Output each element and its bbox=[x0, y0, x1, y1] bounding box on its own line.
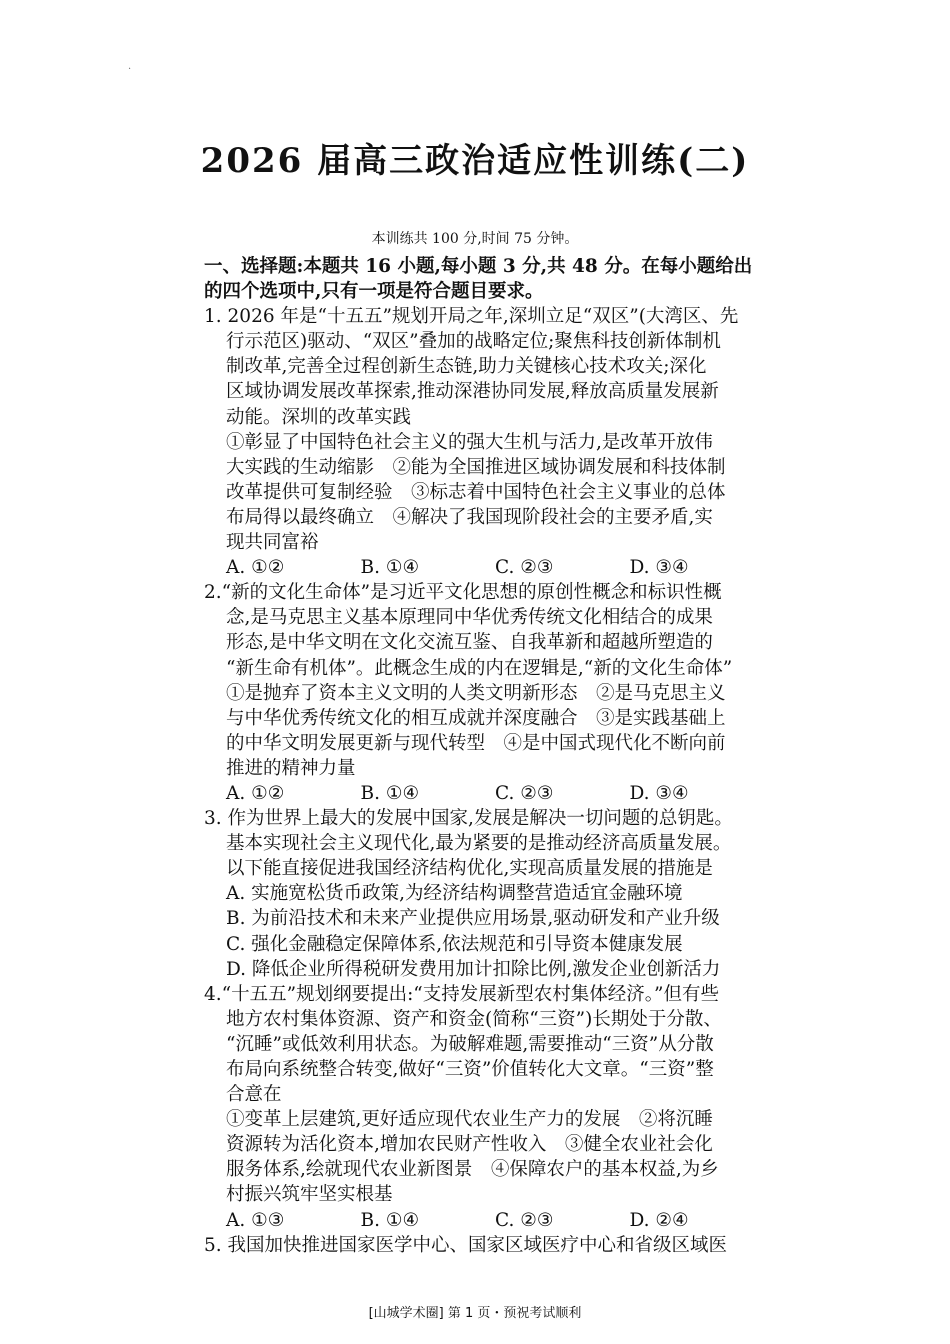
q4-item-line: 村振兴筑牢坚实根基 bbox=[226, 1184, 393, 1206]
question-content bbox=[204, 254, 764, 1258]
q1-item-line: ①彰显了中国特色社会主义的强大生机与活力,是改革开放伟 bbox=[226, 431, 713, 453]
q3-stem-line: 基本实现社会主义现代化,最为紧要的是推动经济高质量发展。 bbox=[226, 833, 732, 855]
q1-stem-line: 制改革,完善全过程创新生态链,助力关键核心技术攻关;深化 bbox=[226, 356, 707, 378]
q2-option-a: A. ①② bbox=[226, 782, 285, 804]
q4-stem-line: 合意在 bbox=[226, 1084, 282, 1106]
q2-option-c: C. ②③ bbox=[495, 782, 554, 804]
q1-option-a: A. ①② bbox=[226, 557, 285, 579]
q2-stem-line: 念,是马克思主义基本原理同中华优秀传统文化相结合的成果 bbox=[226, 607, 713, 629]
q2-option-b: B. ①④ bbox=[360, 782, 420, 804]
q4-options bbox=[226, 1208, 764, 1233]
q2-item-line: 推进的精神力量 bbox=[226, 757, 356, 779]
q2-item-line: 与中华优秀传统文化的相互成就并深度融合 ③是实践基础上 bbox=[226, 707, 726, 729]
section-heading-line-2: 的四个选项中,只有一项是符合题目要求。 bbox=[204, 281, 544, 303]
q5-stem-line: 5. 我国加快推进国家医学中心、国家区域医疗中心和省级区域医 bbox=[204, 1234, 728, 1256]
q4-item-line: 服务体系,绘就现代农业新图景 ④保障农户的基本权益,为乡 bbox=[226, 1159, 719, 1181]
q4-option-a: A. ①③ bbox=[226, 1209, 285, 1231]
q4-option-d: D. ②④ bbox=[629, 1209, 689, 1231]
exam-info: 本训练共 100 分,时间 75 分钟。 bbox=[371, 231, 579, 247]
q4-stem-line: “沉睡”或低效利用状态。为破解难题,需要推动“三资”从分散 bbox=[226, 1033, 714, 1055]
q3-option-c: C. 强化金融稳定保障体系,依法规范和引导资本健康发展 bbox=[226, 933, 683, 955]
q4-stem-line: 4.“十五五”规划纲要提出:“支持发展新型农村集体经济。”但有些 bbox=[204, 983, 719, 1005]
q4-item-line: ①变革上层建筑,更好适应现代农业生产力的发展 ②将沉睡 bbox=[226, 1109, 713, 1131]
q3-option-a: A. 实施宽松货币政策,为经济结构调整营造适宜金融环境 bbox=[226, 883, 683, 905]
q1-item-line: 现共同富裕 bbox=[226, 532, 319, 554]
q2-stem-line: “新生命有机体”。此概念生成的内在逻辑是,“新的文化生命体” bbox=[226, 657, 733, 679]
page-title: 2026 届高三政治适应性训练(二) bbox=[200, 141, 750, 181]
q1-item-line: 大实践的生动缩影 ②能为全国推进区域协调发展和科技体制 bbox=[226, 456, 726, 478]
q1-stem-line: 区域协调发展改革探索,推动深港协同发展,释放高质量发展新 bbox=[226, 381, 719, 403]
q1-stem-line: 1. 2026 年是“十五五”规划开局之年,深圳立足“双区”(大湾区、先 bbox=[204, 306, 739, 328]
q2-stem-line: 2.“新的文化生命体”是习近平文化思想的原创性概念和标识性概 bbox=[204, 582, 722, 604]
q1-stem-line: 动能。深圳的改革实践 bbox=[226, 406, 412, 428]
page-footer: [山城学术圈] 第 1 页・预祝考试顺利 bbox=[368, 1306, 582, 1321]
q4-option-b: B. ①④ bbox=[360, 1209, 420, 1231]
section-heading-line-1: 一、选择题:本题共 16 小题,每小题 3 分,共 48 分。在每小题给出 bbox=[204, 256, 753, 277]
q1-option-d: D. ③④ bbox=[629, 557, 689, 579]
q3-option-d: D. 降低企业所得税研发费用加计扣除比例,激发企业创新活力 bbox=[226, 958, 721, 980]
q2-item-line: ①是抛弃了资本主义文明的人类文明新形态 ②是马克思主义 bbox=[226, 682, 726, 704]
q1-option-c: C. ②③ bbox=[495, 557, 554, 579]
q1-stem-line: 行示范区)驱动、“双区”叠加的战略定位;聚焦科技创新体制机 bbox=[226, 331, 721, 353]
q4-option-c: C. ②③ bbox=[495, 1209, 554, 1231]
q2-option-d: D. ③④ bbox=[629, 782, 689, 804]
q2-stem-line: 形态,是中华文明在文化交流互鉴、自我革新和超越所塑造的 bbox=[226, 632, 713, 654]
q4-item-line: 资源转为活化资本,增加农民财产性收入 ③健全农业社会化 bbox=[226, 1134, 713, 1156]
q4-stem-line: 布局向系统整合转变,做好“三资”价值转化大文章。“三资”整 bbox=[226, 1059, 714, 1080]
q1-item-line: 改革提供可复制经验 ③标志着中国特色社会主义事业的总体 bbox=[226, 481, 726, 503]
q4-stem-line: 地方农村集体资源、资产和资金(简称“三资”)长期处于分散、 bbox=[226, 1008, 722, 1030]
q1-option-b: B. ①④ bbox=[360, 557, 420, 579]
q3-option-b: B. 为前沿技术和未来产业提供应用场景,驱动研发和产业升级 bbox=[226, 908, 720, 930]
q1-item-line: 布局得以最终确立 ④解决了我国现阶段社会的主要矛盾,实 bbox=[226, 506, 713, 528]
scan-speck: · bbox=[128, 64, 132, 75]
q3-stem-line: 以下能直接促进我国经济结构优化,实现高质量发展的措施是 bbox=[226, 858, 713, 880]
q2-options bbox=[226, 781, 764, 806]
q3-stem-line: 3. 作为世界上最大的发展中国家,发展是解决一切问题的总钥匙。 bbox=[204, 808, 733, 830]
q1-options bbox=[226, 555, 764, 580]
q2-item-line: 的中华文明发展更新与现代转型 ④是中国式现代化不断向前 bbox=[226, 732, 726, 754]
